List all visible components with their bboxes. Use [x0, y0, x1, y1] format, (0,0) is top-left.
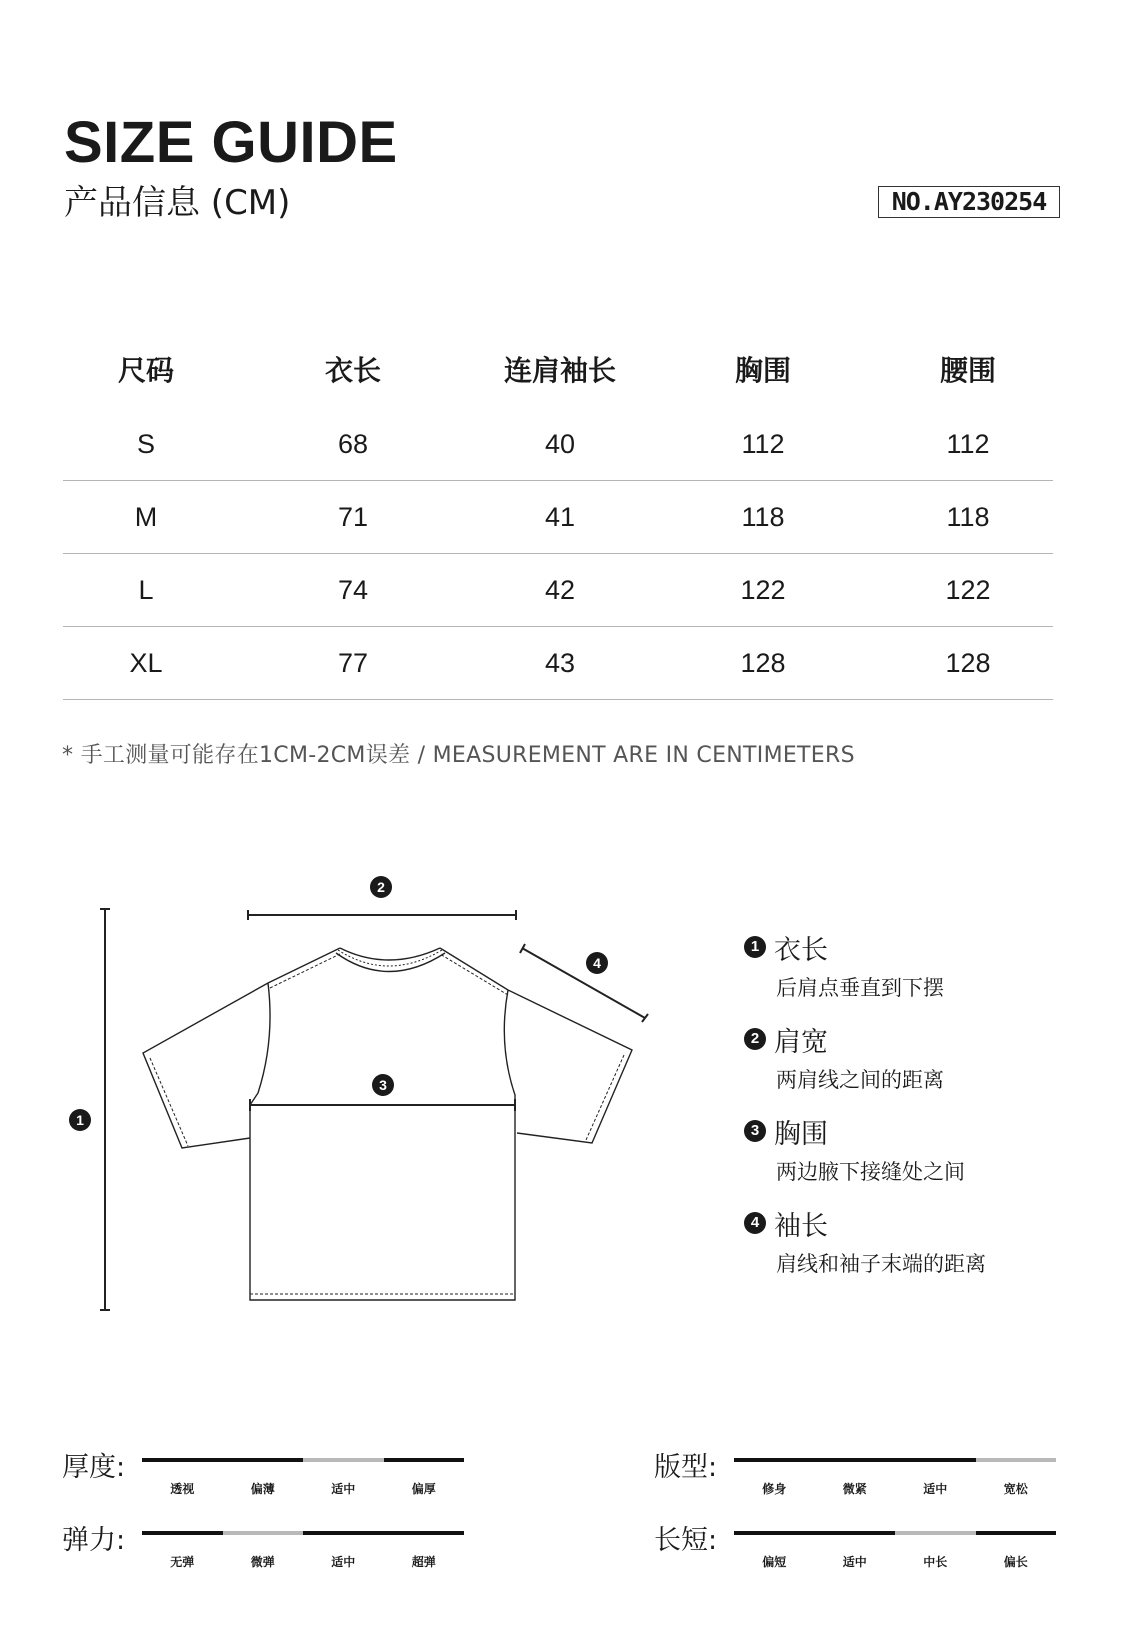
cell-length: 74 — [229, 554, 477, 627]
scale-option-label: 微弹 — [250, 1555, 275, 1569]
cell-waist: 128 — [883, 627, 1053, 700]
scale-segment — [815, 1531, 896, 1535]
number-2-icon: 2 — [744, 1028, 766, 1050]
scale-option-label: 偏薄 — [250, 1482, 275, 1496]
scale-bar — [734, 1458, 1056, 1496]
measurement-legend — [744, 930, 1084, 1298]
scale-option-label: 透视 — [170, 1482, 195, 1496]
scale-option-label: 微紧 — [842, 1482, 867, 1496]
scale-segment — [142, 1458, 223, 1462]
scale-segment — [734, 1531, 815, 1535]
legend-description: 两肩线之间的距离 — [776, 1068, 944, 1092]
column-header-length: 衣长 — [324, 354, 381, 387]
scale-bar — [734, 1531, 1056, 1569]
scale-option-label: 偏厚 — [411, 1482, 436, 1496]
cell-size: S — [63, 408, 229, 481]
cell-size: M — [63, 481, 229, 554]
scale-option-label: 适中 — [842, 1555, 867, 1569]
scale-label: 弹力: — [62, 1525, 126, 1556]
scale-segment — [384, 1458, 465, 1462]
cell-chest: 128 — [643, 627, 883, 700]
scale-segment — [815, 1458, 896, 1462]
tshirt-outline — [143, 948, 632, 1300]
cell-sleeve-length: 43 — [477, 627, 643, 700]
cell-sleeve-length: 41 — [477, 481, 643, 554]
fit-scale — [654, 1445, 1074, 1505]
cell-size: L — [63, 554, 229, 627]
scale-segment — [303, 1531, 384, 1535]
column-header-waist: 腰围 — [939, 354, 996, 387]
tshirt-diagram — [0, 860, 700, 1320]
cell-chest: 118 — [643, 481, 883, 554]
scale-segment — [142, 1531, 223, 1535]
scale-option-label: 适中 — [331, 1482, 356, 1496]
measurement-lines — [100, 909, 648, 1310]
number-1-icon: 1 — [744, 936, 766, 958]
scale-segment-selected — [895, 1531, 976, 1535]
marker-1-icon — [69, 1109, 91, 1131]
cell-waist: 122 — [883, 554, 1053, 627]
marker-4-icon — [586, 952, 608, 974]
number-3-icon: 3 — [744, 1120, 766, 1142]
scale-bar — [142, 1531, 464, 1569]
table-row — [63, 627, 1053, 700]
scale-segment — [223, 1458, 304, 1462]
product-number-badge: NO.AY230254 — [878, 186, 1060, 218]
scale-option-label: 适中 — [331, 1555, 356, 1569]
sleeve-measure-line — [522, 948, 645, 1018]
legend-title: 衣长 — [774, 934, 828, 966]
legend-item-sleeve — [744, 1206, 1084, 1298]
scale-segment-selected — [223, 1531, 304, 1535]
svg-text:3: 3 — [379, 1077, 387, 1093]
scale-segment — [895, 1458, 976, 1462]
scale-option-label: 适中 — [923, 1482, 948, 1496]
table-header-row — [63, 330, 1053, 408]
cell-size: XL — [63, 627, 229, 700]
scale-option-label: 中长 — [923, 1555, 948, 1569]
cell-sleeve-length: 40 — [477, 408, 643, 481]
scale-label: 版型: — [654, 1452, 718, 1483]
scale-option-label: 修身 — [762, 1482, 787, 1496]
table-row — [63, 554, 1053, 627]
scale-option-label: 宽松 — [1003, 1482, 1028, 1496]
scale-bar — [142, 1458, 464, 1496]
page-title: SIZE GUIDE — [64, 110, 398, 175]
scale-label: 厚度: — [62, 1452, 126, 1483]
legend-item-chest — [744, 1114, 1084, 1206]
scale-label: 长短: — [654, 1525, 718, 1556]
column-header-chest: 胸围 — [734, 354, 791, 387]
cell-chest: 122 — [643, 554, 883, 627]
cell-length: 71 — [229, 481, 477, 554]
table-row — [63, 481, 1053, 554]
size-table — [63, 330, 1053, 700]
legend-item-length — [744, 930, 1084, 1022]
cell-chest: 112 — [643, 408, 883, 481]
scale-option-label: 超弹 — [411, 1555, 436, 1569]
number-4-icon: 4 — [744, 1212, 766, 1234]
cell-sleeve-length: 42 — [477, 554, 643, 627]
legend-item-shoulder — [744, 1022, 1084, 1114]
table-row — [63, 408, 1053, 481]
svg-text:4: 4 — [593, 955, 601, 971]
column-header-sleeve-length: 连肩袖长 — [503, 354, 616, 387]
legend-description: 两边腋下接缝处之间 — [776, 1160, 965, 1184]
marker-2-icon — [370, 876, 392, 898]
scale-option-label: 偏短 — [762, 1555, 787, 1569]
thickness-scale — [62, 1445, 462, 1505]
measurement-note: * 手工测量可能存在1CM-2CM误差 / MEASUREMENT ARE IN CENTIMETERS — [62, 743, 855, 768]
svg-text:2: 2 — [377, 879, 385, 895]
scale-option-label: 偏长 — [1003, 1555, 1028, 1569]
legend-title: 肩宽 — [774, 1026, 828, 1058]
svg-text:1: 1 — [76, 1112, 84, 1128]
marker-3-icon — [372, 1074, 394, 1096]
scale-option-label: 无弹 — [170, 1555, 195, 1569]
scale-segment — [976, 1531, 1057, 1535]
elasticity-scale — [62, 1518, 462, 1578]
legend-title: 胸围 — [774, 1118, 828, 1150]
cell-waist: 118 — [883, 481, 1053, 554]
cell-length: 68 — [229, 408, 477, 481]
legend-description: 肩线和袖子末端的距离 — [776, 1252, 986, 1276]
page-subtitle: 产品信息 (CM) — [64, 183, 291, 223]
length-scale — [654, 1518, 1074, 1578]
legend-description: 后肩点垂直到下摆 — [776, 976, 944, 1000]
scale-segment — [734, 1458, 815, 1462]
cell-length: 77 — [229, 627, 477, 700]
scale-segment — [384, 1531, 465, 1535]
legend-title: 袖长 — [774, 1210, 828, 1242]
scale-segment-selected — [303, 1458, 384, 1462]
cell-waist: 112 — [883, 408, 1053, 481]
column-header-size: 尺码 — [117, 354, 174, 387]
scale-segment-selected — [976, 1458, 1057, 1462]
